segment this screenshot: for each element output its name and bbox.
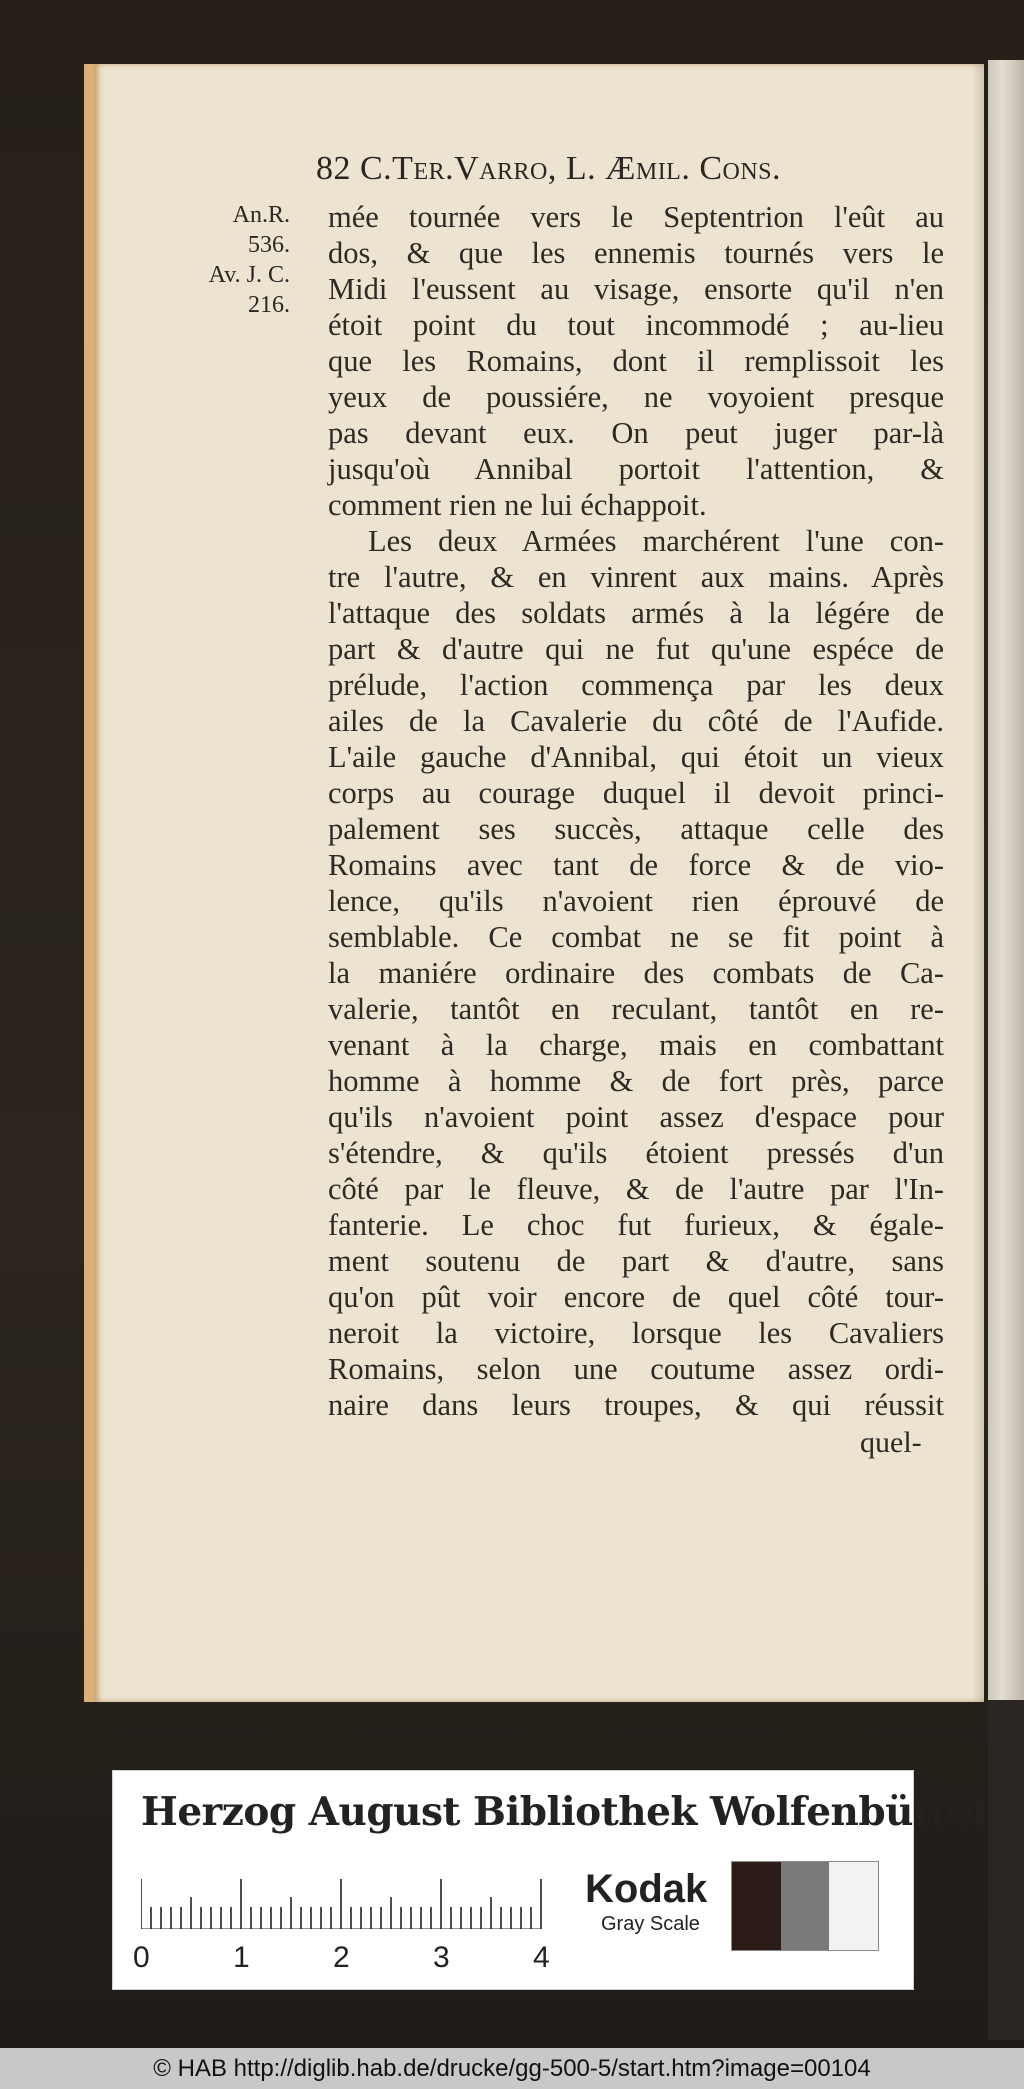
gray-scale-label: Gray Scale xyxy=(601,1913,700,1935)
text-line: mée tournée vers le Septentrion l'eût au xyxy=(328,200,944,234)
ruler-number: 0 xyxy=(133,1941,150,1974)
text-line: palement ses succès, attaque celle des xyxy=(328,812,944,846)
text-line: Midi l'eussent au visage, ensorte qu'il n'en xyxy=(328,272,944,306)
text-line: s'étendre, & qu'ils étoient pressés d'un xyxy=(328,1136,944,1170)
running-header: 82 C.Ter.Varro, L. Æmil. Cons. xyxy=(316,150,782,187)
ruler-number: 2 xyxy=(333,1941,350,1974)
text-line: que les Romains, dont il remplissoit les xyxy=(328,344,944,378)
swatch-light xyxy=(829,1862,878,1950)
page-body-text xyxy=(328,199,944,1423)
text-line: jusqu'où Annibal portoit l'attention, & xyxy=(328,452,944,486)
text-line: prélude, l'action commença par les deux xyxy=(328,668,944,702)
ruler-scale xyxy=(141,1879,561,1929)
text-line: valerie, tantôt en reculant, tantôt en re- xyxy=(328,992,944,1026)
ruler-number: 3 xyxy=(433,1941,450,1974)
text-line: dos, & que les ennemis tournés vers le xyxy=(328,236,944,270)
text-line: tre l'autre, & en vinrent aux mains. Après xyxy=(328,560,944,594)
margin-note-line: Av. J. C. xyxy=(208,262,290,288)
text-line: ment soutenu de part & d'autre, sans xyxy=(328,1244,944,1278)
text-line: fanterie. Le choc fut furieux, & égale- xyxy=(328,1208,944,1242)
kodak-logo: Kodak xyxy=(585,1867,708,1911)
text-line: neroit la victoire, lorsque les Cavaliers xyxy=(328,1316,944,1350)
margin-note-line: An.R. xyxy=(232,202,290,228)
text-line: Les deux Armées marchérent l'une con- xyxy=(368,524,944,558)
text-line: qu'on pût voir encore de quel côté tour- xyxy=(328,1280,944,1314)
ruler-number: 4 xyxy=(533,1941,550,1974)
text-line: Romains avec tant de force & de vio- xyxy=(328,848,944,882)
footer-copyright: © HAB http://diglib.hab.de/drucke/gg-500-5/start.htm?image=00104 xyxy=(0,2048,1024,2089)
text-line: la maniére ordinaire des combats de Ca- xyxy=(328,956,944,990)
text-line: comment rien ne lui échappoit. xyxy=(328,488,707,522)
margin-date-note xyxy=(190,200,290,320)
text-line: semblable. Ce combat ne se fit point à xyxy=(328,920,944,954)
color-calibration-target xyxy=(112,1770,987,1990)
text-line: naire dans leurs troupes, & qui réussit xyxy=(328,1388,944,1422)
catchword: quel- xyxy=(860,1426,922,1459)
margin-note-line: 536. xyxy=(248,232,290,258)
ruler-number: 1 xyxy=(233,1941,250,1974)
text-line: L'aile gauche d'Annibal, qui étoit un vieux xyxy=(328,740,944,774)
margin-note-line: 216. xyxy=(248,292,290,318)
gray-swatches xyxy=(731,1861,879,1951)
ruler-numbers xyxy=(133,1941,573,1981)
swatch-dark xyxy=(732,1862,781,1950)
text-line: yeux de poussiére, ne voyoient presque xyxy=(328,380,944,414)
text-line: part & d'autre qui ne fut qu'une espéce de xyxy=(328,632,944,666)
text-line: lence, qu'ils n'avoient rien éprouvé de xyxy=(328,884,944,918)
text-line: l'attaque des soldats armés à la légére de xyxy=(328,596,944,630)
text-line: pas devant eux. On peut juger par-là xyxy=(328,416,944,450)
swatch-mid xyxy=(781,1862,830,1950)
text-line: venant à la charge, mais en combattant xyxy=(328,1028,944,1062)
adjacent-page-shadow xyxy=(988,1700,1024,2040)
text-line: Romains, selon une coutume assez ordi- xyxy=(328,1352,944,1386)
text-line: corps au courage duquel il devoit princi- xyxy=(328,776,944,810)
adjacent-page-edge xyxy=(988,60,1024,1700)
text-line: homme à homme & de fort près, parce xyxy=(328,1064,944,1098)
text-line: qu'ils n'avoient point assez d'espace pour xyxy=(328,1100,944,1134)
library-name: Herzog August Bibliothek Wolfenbüttel xyxy=(141,1789,987,1835)
text-line: côté par le fleuve, & de l'autre par l'In- xyxy=(328,1172,944,1206)
text-line: ailes de la Cavalerie du côté de l'Aufide. xyxy=(328,704,944,738)
text-line: étoit point du tout incommodé ; au-lieu xyxy=(328,308,944,342)
